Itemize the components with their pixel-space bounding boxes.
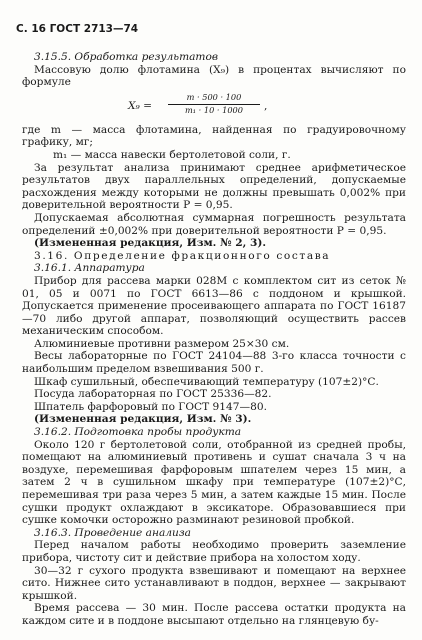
scales-text: Весы лабораторные по ГОСТ 24104—88 3-го класса точности с наибольшим пределом взвешивания 500 г.	[22, 350, 406, 376]
change-note-1: (Измененная редакция, Изм. № 2, 3).	[34, 237, 267, 250]
section-3-16-title: 3.16. Определение фракционного состава	[34, 249, 331, 262]
formula-numerator: m · 500 · 100	[168, 92, 260, 105]
document-body	[22, 51, 406, 628]
spatula-text: Шпатель фарфоровый по ГОСТ 9147—80.	[34, 400, 267, 413]
where-m1-text: m₁ — масса навески бертолетовой соли, г.	[53, 148, 291, 161]
before-work-text: Перед началом работы необходимо проверить заземление прибора, чистоту сит и действие прибора на холостом ходу.	[22, 539, 406, 564]
formula	[22, 92, 406, 122]
formula-comma: ,	[264, 99, 268, 112]
abs-error-text: Допускаемая абсолютная суммарная погрешность результата определений ±0,002% при доверительной вероятности P = 0,95.	[22, 211, 406, 237]
sample-text: 30—32 г сухого продукта взвешивают и помещают на верхнее сито. Нижнее сито устанавливают в поддон, верхнее — закрывают крышкой.	[22, 564, 406, 602]
preparation-text: Около 120 г бертолетовой соли, отобранной из средней пробы, помещают на алюминиевый противень и сушат сначала 3 ч на воздухе, перемешивая фарфоровым шпателем через 15 мин, а затем 2 ч в сушильном шкафу при температуре (107±2)°С, перемешивая три раза через 5 мин, а затем каждые 15 мин. После сушки продукт охлаждают в эксикаторе. Образовавшиеся при сушке комочки осторожно разминают резиновой пробкой.	[22, 438, 406, 527]
section-3-16-2-title: 3.16.2. Подготовка пробы продукта	[34, 426, 242, 439]
page-header: С. 16 ГОСТ 2713—74	[16, 23, 139, 35]
device-text: Прибор для рассева марки 028М с комплектом сит из сеток № 01, 05 и 0071 по ГОСТ 6613—86 с поддоном и крышкой. Допускается применение просеивающего аппарата по ГОСТ 16187—70 либо другой аппарат, позволяющий осуществить рассев механическим способом.	[22, 274, 406, 338]
section-3-16-3-title: 3.16.3. Проведение анализа	[34, 526, 191, 539]
cabinet-text: Шкаф сушильный, обеспечивающий температуру (107±2)°С.	[34, 375, 379, 388]
result-text: За результат анализа принимают среднее арифметическое результатов двух параллельных определений, допускаемые расхождения между которыми не должны превышать 0,002% при доверительной вероятности P = 0,95.	[22, 161, 406, 212]
formula-fraction	[168, 92, 260, 116]
trays-text: Алюминиевые противни размером 25×30 см.	[34, 337, 290, 350]
change-note-2: (Измененная редакция, Изм. № 3).	[34, 413, 252, 426]
section-3-15-5-title: 3.15.5. Обработка результатов	[34, 51, 219, 63]
section-3-16-1-title: 3.16.1. Аппаратура	[34, 262, 145, 275]
mass-fraction-text: Массовую долю флотамина (X₉) в процентах вычисляют по формуле	[22, 63, 406, 89]
where-m-text: где m — масса флотамина, найденная по градуировочному графику, мг;	[22, 123, 406, 149]
formula-denominator: m₁ · 10 · 1000	[185, 104, 243, 115]
glassware-text: Посуда лабораторная по ГОСТ 25336—82.	[34, 388, 272, 401]
formula-lhs: X₉ =	[128, 99, 153, 112]
sieving-time-text: Время рассева — 30 мин. После рассева остатки продукта на каждом сите и в поддоне высыпают отдельно на глянцевую бу-	[22, 602, 406, 627]
